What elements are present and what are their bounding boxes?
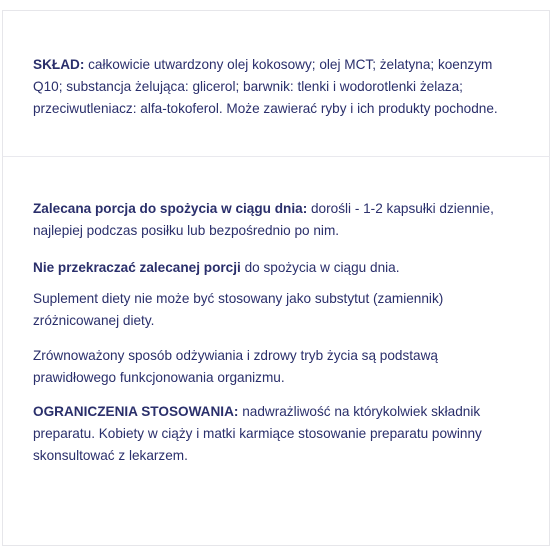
- usage-panel: [2, 157, 550, 546]
- restrictions-paragraph: [33, 401, 513, 467]
- warning-label: Nie przekraczać zalecanej porcji: [33, 260, 241, 275]
- warning-text: do spożycia w ciągu dnia.: [240, 260, 400, 275]
- lifestyle-note-paragraph: [33, 345, 513, 389]
- ingredients-panel: [2, 10, 550, 157]
- restrictions-label: OGRANICZENIA STOSOWANIA:: [33, 404, 239, 419]
- supplement-note-paragraph: [33, 288, 513, 332]
- ingredients-paragraph: [33, 54, 513, 120]
- portion-paragraph: [33, 198, 513, 242]
- warning-paragraph: [33, 257, 513, 279]
- restrictions-text: nadwrażliwość na którykolwiek składnik preparatu. Kobiety w ciąży i matki karmiące stosowanie preparatu powinny skonsultować z lekarzem.: [33, 404, 482, 463]
- lifestyle-note-text: Zrównoważony sposób odżywiania i zdrowy tryb życia są podstawą prawidłowego funkcjonowania organizmu.: [33, 348, 438, 385]
- ingredients-label: SKŁAD:: [33, 57, 85, 72]
- portion-label: Zalecana porcja do spożycia w ciągu dnia:: [33, 201, 308, 216]
- portion-text: dorośli - 1-2 kapsułki dziennie, najlepiej podczas posiłku lub bezpośrednio po nim.: [33, 201, 494, 238]
- ingredients-text: całkowicie utwardzony olej kokosowy; olej MCT; żelatyna; koenzym Q10; substancja żelująca: glicerol; barwnik: tlenki i wodorotlenki żelaza; przeciwutleniacz: alfa-tokoferol. Może zawierać ryby i ich produkty pochodne.: [33, 57, 498, 116]
- supplement-note-text: Suplement diety nie może być stosowany jako substytut (zamiennik) zróżnicowanej diety.: [33, 291, 444, 328]
